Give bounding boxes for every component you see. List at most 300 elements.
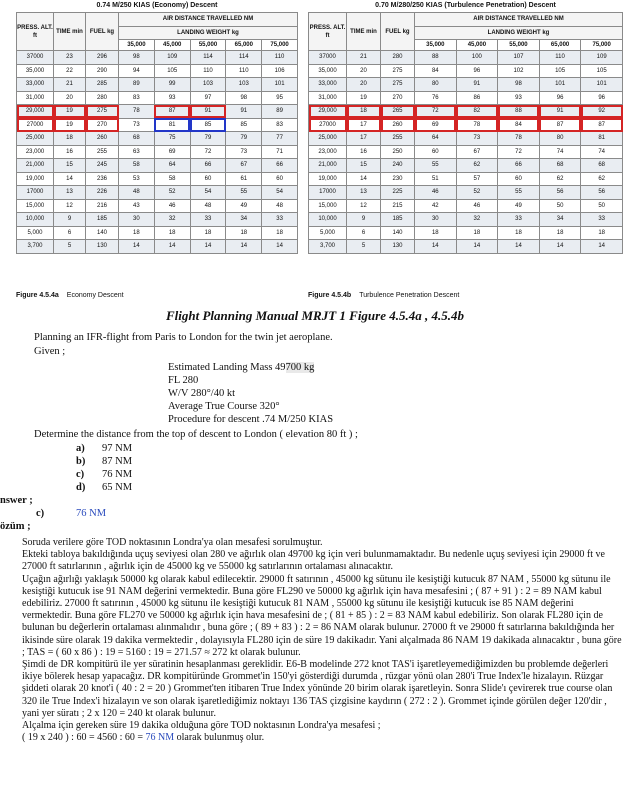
- table-cell: 80: [539, 132, 581, 146]
- table-cell: 13: [347, 186, 381, 200]
- table-cell: 89: [119, 78, 155, 92]
- table-cell: 98: [226, 91, 262, 105]
- table-row: [17, 91, 298, 105]
- table-cell: 14: [226, 240, 262, 254]
- table-cell: 100: [456, 51, 498, 65]
- table-cell: 103: [190, 78, 226, 92]
- table-cell: 60: [415, 145, 457, 159]
- final-tail: olarak bulunmuş olur.: [174, 732, 265, 744]
- row-altitude: 10,000: [17, 213, 54, 227]
- table-cell: 18: [190, 226, 226, 240]
- table-row: [309, 78, 623, 92]
- table-row: [17, 64, 298, 78]
- row-altitude: 3,700: [309, 240, 347, 254]
- col-air-distance: AIR DISTANCE TRAVELLED NM: [119, 13, 298, 27]
- given-mass-highlight: 700 kg: [285, 362, 315, 373]
- table-cell: 18: [581, 226, 623, 240]
- col-time: TIME min: [347, 13, 381, 51]
- table-cell: 101: [581, 78, 623, 92]
- answer-label: c): [36, 508, 45, 519]
- table-cell: 17: [347, 132, 381, 146]
- row-altitude: 23,000: [17, 145, 54, 159]
- row-altitude: 10,000: [309, 213, 347, 227]
- table-cell: 20: [54, 91, 86, 105]
- row-altitude: 31,000: [309, 91, 347, 105]
- table-cell: 55: [415, 159, 457, 173]
- solution-paragraph: Alçalma için gereken süre 19 dakika olduğuna göre TOD noktasının Londra'ya mesafesi ;: [22, 720, 381, 732]
- option-text: 65 NM: [102, 482, 133, 493]
- table-b-body: [309, 51, 623, 254]
- table-cell: 185: [86, 213, 119, 227]
- final-result: 76 NM: [145, 732, 175, 744]
- caption-number: Figure 4.5.4b: [308, 292, 352, 299]
- table-cell: 48: [262, 199, 298, 213]
- table-cell: 14: [415, 240, 457, 254]
- table-cell: 18: [539, 226, 581, 240]
- solution-heading: özüm ;: [0, 521, 31, 532]
- table-cell: 68: [119, 132, 155, 146]
- table-cell: 62: [581, 172, 623, 186]
- row-altitude: 29,000: [17, 105, 54, 119]
- table-cell: 89: [262, 105, 298, 119]
- question-text: Determine the distance from the top of descent to London ( elevation 80 ft ) ;: [34, 429, 358, 440]
- row-altitude: 21,000: [309, 159, 347, 173]
- table-row: [17, 118, 298, 132]
- table-cell: 185: [381, 213, 415, 227]
- table-cell: 88: [415, 51, 457, 65]
- table-cell: 91: [456, 78, 498, 92]
- table-cell: 275: [86, 105, 119, 119]
- given-fl: FL 280: [168, 375, 199, 386]
- table-b-grid: [308, 12, 623, 254]
- table-cell: 91: [226, 105, 262, 119]
- table-cell: 42: [415, 199, 457, 213]
- table-cell: 66: [498, 159, 540, 173]
- table-cell: 91: [190, 105, 226, 119]
- table-cell: 88: [498, 105, 540, 119]
- table-cell: 14: [54, 172, 86, 186]
- table-cell: 54: [262, 186, 298, 200]
- table-cell: 91: [539, 105, 581, 119]
- table-cell: 43: [119, 199, 155, 213]
- table-cell: 68: [581, 159, 623, 173]
- table-cell: 73: [226, 145, 262, 159]
- table-cell: 18: [262, 226, 298, 240]
- row-altitude: 27000: [309, 118, 347, 132]
- table-cell: 85: [226, 118, 262, 132]
- option-label: c): [76, 469, 85, 480]
- table-cell: 110: [190, 64, 226, 78]
- table-cell: 79: [226, 132, 262, 146]
- table-cell: 140: [86, 226, 119, 240]
- solution-final: [22, 732, 622, 744]
- table-cell: 71: [262, 145, 298, 159]
- table-cell: 33: [190, 213, 226, 227]
- table-cell: 280: [381, 51, 415, 65]
- table-cell: 87: [154, 105, 190, 119]
- table-cell: 13: [54, 186, 86, 200]
- weight-header: 35,000: [119, 40, 155, 51]
- table-cell: 9: [347, 213, 381, 227]
- table-cell: 19: [347, 91, 381, 105]
- table-row: [309, 51, 623, 65]
- row-altitude: 29,000: [309, 105, 347, 119]
- table-cell: 16: [347, 145, 381, 159]
- table-cell: 78: [498, 132, 540, 146]
- col-landing-weight: LANDING WEIGHT kg: [415, 26, 623, 40]
- table-cell: 18: [456, 226, 498, 240]
- table-b-title: 0.70 M/280/250 KIAS (Turbulence Penetration) Descent: [375, 2, 556, 9]
- table-cell: 109: [154, 51, 190, 65]
- table-cell: 74: [539, 145, 581, 159]
- weight-header: 75,000: [262, 40, 298, 51]
- table-cell: 17: [347, 118, 381, 132]
- table-cell: 103: [226, 78, 262, 92]
- caption-text: Economy Descent: [66, 292, 124, 299]
- table-cell: 34: [539, 213, 581, 227]
- option-c: [76, 469, 132, 480]
- table-cell: 236: [86, 172, 119, 186]
- table-cell: 55: [498, 186, 540, 200]
- table-cell: 93: [498, 91, 540, 105]
- table-cell: 60: [498, 172, 540, 186]
- table-cell: 21: [54, 78, 86, 92]
- table-cell: 66: [262, 159, 298, 173]
- given-mass: [168, 362, 314, 373]
- table-cell: 18: [226, 226, 262, 240]
- table-cell: 110: [226, 64, 262, 78]
- col-time: TIME min: [54, 13, 86, 51]
- table-cell: 94: [119, 64, 155, 78]
- table-cell: 79: [190, 132, 226, 146]
- doc-heading: Flight Planning Manual MRJT 1 Figure 4.5.4a , 4.5.4b: [166, 308, 464, 323]
- table-cell: 66: [190, 159, 226, 173]
- table-cell: 56: [581, 186, 623, 200]
- table-row: [309, 186, 623, 200]
- table-row: [309, 159, 623, 173]
- table-cell: 290: [86, 64, 119, 78]
- row-altitude: 25,000: [309, 132, 347, 146]
- table-row: [17, 199, 298, 213]
- table-row: [309, 105, 623, 119]
- table-cell: 83: [262, 118, 298, 132]
- table-cell: 72: [498, 145, 540, 159]
- row-altitude: 31,000: [17, 91, 54, 105]
- table-cell: 260: [381, 118, 415, 132]
- col-landing-weight: LANDING WEIGHT kg: [119, 26, 298, 40]
- col-press-alt: PRESS. ALT. ft: [309, 13, 347, 51]
- given-label: Given ;: [34, 346, 66, 357]
- table-cell: 18: [415, 226, 457, 240]
- turbulence-descent-table: [308, 0, 623, 254]
- table-row: [17, 145, 298, 159]
- table-cell: 73: [456, 132, 498, 146]
- table-cell: 105: [581, 64, 623, 78]
- solution-paragraph: Soruda verilere göre TOD noktasının Londra'ya olan mesafesi sorulmuştur.: [22, 537, 323, 548]
- table-row: [17, 105, 298, 119]
- row-altitude: 21,000: [17, 159, 54, 173]
- table-cell: 110: [539, 51, 581, 65]
- row-altitude: 25,000: [17, 132, 54, 146]
- answer-text: 76 NM: [76, 508, 107, 519]
- table-cell: 52: [154, 186, 190, 200]
- table-cell: 50: [539, 199, 581, 213]
- weight-header: 35,000: [415, 40, 457, 51]
- table-cell: 110: [262, 51, 298, 65]
- table-row: [17, 226, 298, 240]
- table-cell: 78: [119, 105, 155, 119]
- table-cell: 96: [456, 64, 498, 78]
- table-cell: 78: [456, 118, 498, 132]
- table-cell: 83: [119, 91, 155, 105]
- table-cell: 63: [119, 145, 155, 159]
- table-cell: 46: [154, 199, 190, 213]
- table-cell: 33: [498, 213, 540, 227]
- row-altitude: 23,000: [309, 145, 347, 159]
- table-cell: 130: [86, 240, 119, 254]
- table-cell: 14: [456, 240, 498, 254]
- table-row: [17, 240, 298, 254]
- intro-line: Planning an IFR-flight from Paris to London for the twin jet aeroplane.: [34, 332, 333, 343]
- table-cell: 85: [190, 118, 226, 132]
- table-cell: 58: [119, 159, 155, 173]
- table-cell: 72: [415, 105, 457, 119]
- option-label: d): [76, 482, 86, 493]
- row-altitude: 35,000: [17, 64, 54, 78]
- table-cell: 32: [456, 213, 498, 227]
- table-row: [17, 213, 298, 227]
- table-cell: 64: [415, 132, 457, 146]
- table-cell: 96: [581, 91, 623, 105]
- table-cell: 98: [119, 51, 155, 65]
- table-cell: 275: [381, 64, 415, 78]
- option-b: [76, 456, 132, 467]
- table-cell: 46: [456, 199, 498, 213]
- table-cell: 57: [456, 172, 498, 186]
- economy-descent-table: [16, 0, 298, 254]
- table-cell: 69: [415, 118, 457, 132]
- table-cell: 49: [498, 199, 540, 213]
- table-cell: 76: [415, 91, 457, 105]
- table-cell: 82: [456, 105, 498, 119]
- table-cell: 296: [86, 51, 119, 65]
- option-d: [76, 482, 132, 493]
- table-cell: 105: [154, 64, 190, 78]
- table-cell: 5: [54, 240, 86, 254]
- given-course: Average True Course 320°: [168, 401, 280, 412]
- solution-paragraph: Uçağın ağırlığı yaklaşık 50000 kg olarak kabul edilecektir. 29000 ft satırının , 45000 kg sütunu ile kesiştiği kutucuk 87 NAM , 55000 kg sütunu ile kesiştiği kutucuk ise 91 NAM değerini vermektedir. Buna göre FL290 ve 50000 kg ağırlık için hava mesafesini ; ( 87 + 91 ) : 2 = 89 NAM kabul edebiliriz. 27000 ft satırının , 45000 kg sütunu ile kesiştiği kutucuk 81 NAM , 55000 kg sütunu ile kesiştiği kutucuk ise 85 NAM değerini vermektedir. Buna göre FL270 ve 50000 kg ağırlık için hava mesafesini de ; ( 81 + 85 ) : 2 = 83 NAM kabul edebiliriz. Son olarak FL280 için de bulunan bu değerlerin ortalaması alınmalıdır , buna göre ; ( 89 + 83 ) : 2 = 86 NAM olarak bulunur. 27000 ft ve 29000 ft satırlarına bakıldığında her ikisinde süre olarak 19 dakika vermektedir , dolayısıyla FL280 için de süre 19 dakikadır. Yani alçalmada 86 NAM 19 dakikada alınacaktır , buna göre ; TAS = ( 60 x 86 ) : 19 = 5160 : 19 = 271.57 ≈ 272 kt olarak bulunur.: [22, 573, 622, 658]
- table-cell: 14: [581, 240, 623, 254]
- solution-body: [22, 537, 622, 744]
- table-cell: 215: [381, 199, 415, 213]
- figure-caption-b: [308, 292, 459, 299]
- table-cell: 18: [347, 105, 381, 119]
- table-cell: 260: [86, 132, 119, 146]
- table-cell: 84: [415, 64, 457, 78]
- table-cell: 19: [54, 105, 86, 119]
- table-row: [309, 91, 623, 105]
- table-cell: 14: [190, 240, 226, 254]
- table-row: [17, 51, 298, 65]
- given-procedure: Procedure for descent .74 M/250 KIAS: [168, 414, 334, 425]
- table-cell: 140: [381, 226, 415, 240]
- caption-number: Figure 4.5.4a: [16, 292, 59, 299]
- table-cell: 16: [54, 145, 86, 159]
- table-cell: 68: [539, 159, 581, 173]
- table-cell: 23: [54, 51, 86, 65]
- table-cell: 105: [539, 64, 581, 78]
- table-cell: 9: [54, 213, 86, 227]
- row-altitude: 5,000: [309, 226, 347, 240]
- table-cell: 240: [381, 159, 415, 173]
- row-altitude: 3,700: [17, 240, 54, 254]
- table-cell: 62: [456, 159, 498, 173]
- table-cell: 60: [262, 172, 298, 186]
- option-label: a): [76, 443, 85, 454]
- table-a-body: [17, 51, 298, 254]
- table-cell: 6: [54, 226, 86, 240]
- table-cell: 81: [154, 118, 190, 132]
- table-cell: 265: [381, 105, 415, 119]
- table-cell: 48: [119, 186, 155, 200]
- table-cell: 12: [347, 199, 381, 213]
- row-altitude: 27000: [17, 118, 54, 132]
- table-cell: 18: [119, 226, 155, 240]
- table-cell: 48: [190, 199, 226, 213]
- col-air-distance: AIR DISTANCE TRAVELLED NM: [415, 13, 623, 27]
- answer: [36, 508, 106, 519]
- solution-paragraph: Ekteki tabloya bakıldığında uçuş seviyesi olan 280 ve ağırlık olan 49700 kg için veri bulunmamaktadır. Bu nedenle uçuş seviyesi için 29000 ft ve 27000 ft satırlarının , ağırlık için de 45000 kg ve 55000 kg satırlarının ortalaması alınacaktır.: [22, 549, 605, 573]
- table-cell: 95: [262, 91, 298, 105]
- row-altitude: 17000: [17, 186, 54, 200]
- table-cell: 22: [54, 64, 86, 78]
- weight-header: 55,000: [190, 40, 226, 51]
- table-cell: 270: [381, 91, 415, 105]
- table-cell: 75: [154, 132, 190, 146]
- table-row: [17, 78, 298, 92]
- table-cell: 101: [262, 78, 298, 92]
- table-cell: 86: [456, 91, 498, 105]
- given-wind: W/V 280°/40 kt: [168, 388, 236, 399]
- col-fuel: FUEL kg: [381, 13, 415, 51]
- table-cell: 255: [86, 145, 119, 159]
- table-cell: 55: [226, 186, 262, 200]
- weight-header: 45,000: [456, 40, 498, 51]
- table-cell: 21: [347, 51, 381, 65]
- table-cell: 73: [119, 118, 155, 132]
- table-cell: 77: [262, 132, 298, 146]
- table-cell: 87: [539, 118, 581, 132]
- table-cell: 93: [154, 91, 190, 105]
- table-cell: 67: [226, 159, 262, 173]
- table-cell: 98: [498, 78, 540, 92]
- table-cell: 114: [226, 51, 262, 65]
- option-text: 76 NM: [102, 469, 133, 480]
- table-cell: 74: [581, 145, 623, 159]
- table-cell: 109: [581, 51, 623, 65]
- row-altitude: 33,000: [309, 78, 347, 92]
- table-cell: 14: [498, 240, 540, 254]
- table-cell: 285: [86, 78, 119, 92]
- table-cell: 5: [347, 240, 381, 254]
- answer-heading: nswer ;: [0, 495, 33, 506]
- table-cell: 33: [581, 213, 623, 227]
- table-cell: 72: [190, 145, 226, 159]
- table-cell: 32: [154, 213, 190, 227]
- final-calc: ( 19 x 240 ) : 60 = 4560 : 60 =: [22, 732, 146, 744]
- table-cell: 226: [86, 186, 119, 200]
- table-cell: 49: [226, 199, 262, 213]
- table-cell: 270: [86, 118, 119, 132]
- col-fuel: FUEL kg: [86, 13, 119, 51]
- table-cell: 275: [381, 78, 415, 92]
- table-cell: 12: [54, 199, 86, 213]
- table-cell: 67: [456, 145, 498, 159]
- table-cell: 87: [581, 118, 623, 132]
- table-row: [309, 226, 623, 240]
- given-mass-text: Estimated Landing Mass 49: [168, 362, 286, 373]
- row-altitude: 15,000: [17, 199, 54, 213]
- table-cell: 99: [154, 78, 190, 92]
- row-altitude: 37000: [309, 51, 347, 65]
- table-cell: 62: [539, 172, 581, 186]
- table-row: [17, 159, 298, 173]
- table-cell: 6: [347, 226, 381, 240]
- table-cell: 69: [154, 145, 190, 159]
- table-cell: 30: [415, 213, 457, 227]
- col-press-alt: PRESS. ALT. ft: [17, 13, 54, 51]
- table-row: [309, 145, 623, 159]
- table-cell: 106: [262, 64, 298, 78]
- row-altitude: 17000: [309, 186, 347, 200]
- table-cell: 34: [226, 213, 262, 227]
- table-cell: 280: [86, 91, 119, 105]
- table-cell: 18: [154, 226, 190, 240]
- table-cell: 52: [456, 186, 498, 200]
- table-a-grid: [16, 12, 298, 254]
- option-a: [76, 443, 132, 454]
- table-cell: 14: [347, 172, 381, 186]
- weight-header: 75,000: [581, 40, 623, 51]
- table-cell: 54: [190, 186, 226, 200]
- table-cell: 18: [498, 226, 540, 240]
- table-cell: 102: [498, 64, 540, 78]
- table-cell: 14: [539, 240, 581, 254]
- table-cell: 20: [347, 78, 381, 92]
- table-a-title: 0.74 M/250 KIAS (Economy) Descent: [96, 2, 218, 9]
- row-altitude: 35,000: [309, 64, 347, 78]
- solution-paragraph: Şimdi de DR kompitürü ile yer süratinin hesaplanması gereklidir. E6-B modelinde 272 knot TAS'i işaretleyemediğimizden bu problemde değerleri ikiye bölerek hesap yapacağız. DR kompitüründe Grommet'in 150'yi gösterdiği durumda , rüzgar yönü olan 280'i True Index'le hizalayın. Rüzgar şiddeti olarak 20 knot'i ( 40 : 2 = 20 ) Grommet'ten itibaren True Index yönünde 20 birim olarak işaretleyin. Sonra Slide'ı çevirerek true course olan 320 ile True Index'i hizalayın ve son olarak işaretlediğimiz noktayı 136 TAS çizgisine kaydırın ( 272 : 2 ). Grommet içinde görülen değer 120'dir , yani yer süratı ; 2 x 120 = 240 kt olarak bulunur.: [22, 659, 613, 719]
- weight-header: 65,000: [226, 40, 262, 51]
- weight-header: 45,000: [154, 40, 190, 51]
- caption-text: Turbulence Penetration Descent: [359, 292, 460, 299]
- table-cell: 255: [381, 132, 415, 146]
- table-cell: 216: [86, 199, 119, 213]
- table-cell: 15: [54, 159, 86, 173]
- table-cell: 20: [347, 64, 381, 78]
- table-cell: 250: [381, 145, 415, 159]
- table-cell: 14: [262, 240, 298, 254]
- table-cell: 14: [154, 240, 190, 254]
- row-altitude: 5,000: [17, 226, 54, 240]
- table-cell: 84: [498, 118, 540, 132]
- table-cell: 18: [54, 132, 86, 146]
- table-cell: 225: [381, 186, 415, 200]
- table-cell: 46: [415, 186, 457, 200]
- table-cell: 60: [190, 172, 226, 186]
- table-cell: 130: [381, 240, 415, 254]
- row-altitude: 33,000: [17, 78, 54, 92]
